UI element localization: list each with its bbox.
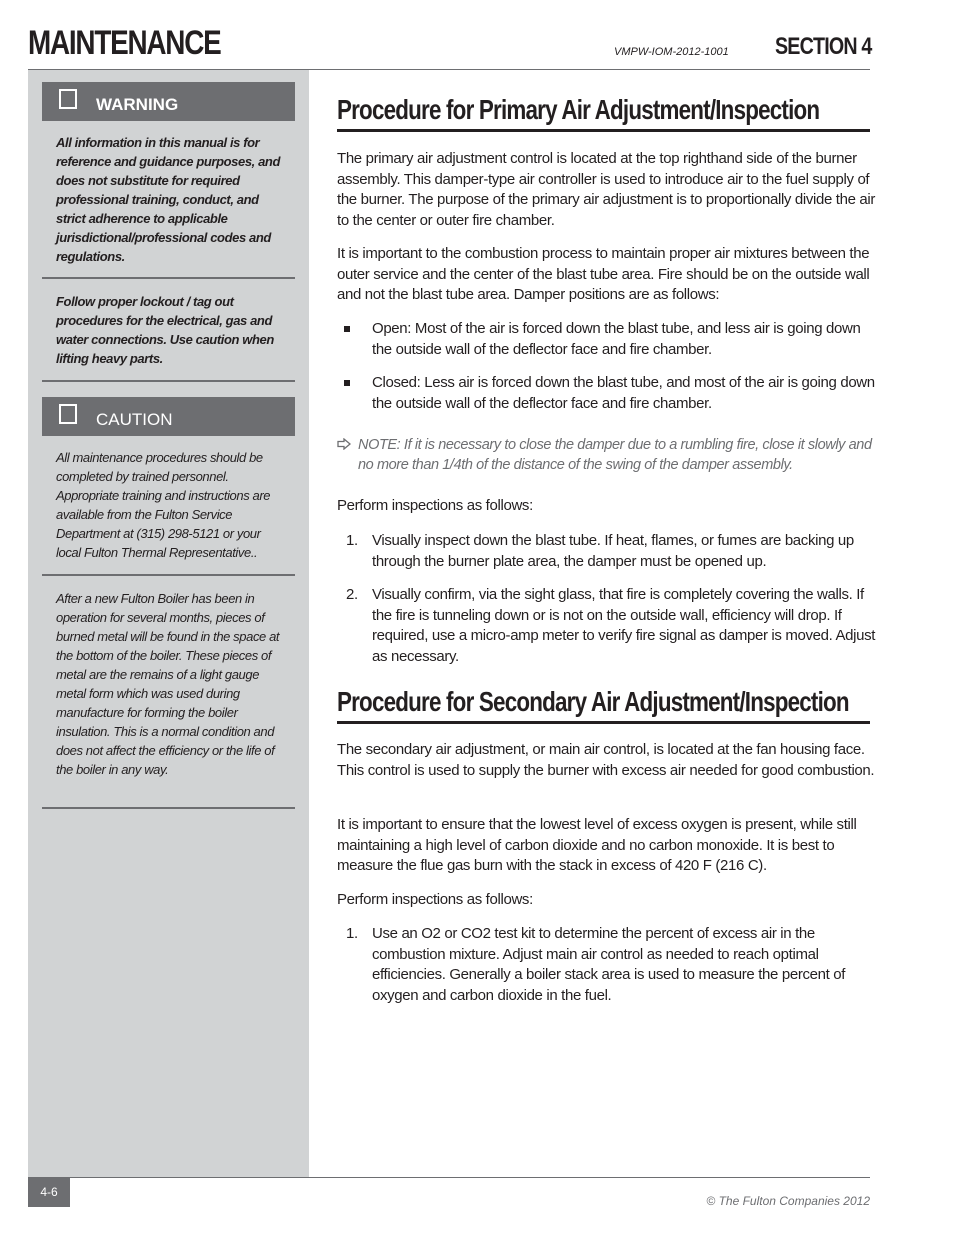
list-item [337,531,877,572]
note-block [337,435,872,475]
sidebar-divider [42,574,295,576]
primary-paragraph-2: It is important to the combustion process to maintain proper air mixtures between the outer service and the center of the blast tube area. Fire should be on the outside wall and not the blast tube area. Damper positions are as follows: [337,245,870,303]
primary-heading: Procedure for Primary Air Adjustment/Inspection [337,94,820,125]
primary-paragraph-1: The primary air adjustment control is located at the top righthand side of the burner assembly. This damper-type air controller is used to introduce air to the fuel supply of the burner. The purpose of the primary air adjustment is to proportionally divide the air to the center or outer fire chamber. [337,150,876,229]
warning-text-lockout: Follow proper lockout / tag out procedures for the electrical, gas and water connections. Use caution when lifting heavy parts. [56,294,274,366]
step-number: 2. [346,586,358,603]
list-item [337,373,877,414]
step-text: Use an O2 or CO2 test kit to determine the percent of excess air in the combustion mixture. Adjust main air control as needed to reach optimal efficiencies. Generally a boiler stack area is used to measure the percent of oxygen and carbon dioxide in the fuel. [372,925,846,1004]
page-title: MAINTENANCE [28,24,221,62]
bullet-text: Open: Most of the air is forced down the blast tube, and less air is going down the outside wall of the deflector face and fire chamber. [372,320,861,358]
perform-label: Perform inspections as follows: [337,891,533,908]
caution-label: CAUTION [96,410,173,429]
warning-text-general: All information in this manual is for reference and guidance purposes, and does not substitute for required professional training, conduct, and strict adherence to applicable jurisdictional/professional codes and regulations. [56,135,280,264]
section-label: SECTION 4 [775,33,872,60]
secondary-heading: Procedure for Secondary Air Adjustment/Inspection [337,686,849,717]
copyright: © The Fulton Companies 2012 [706,1194,870,1208]
checkbox-icon [59,404,77,424]
footer-rule [28,1177,870,1178]
secondary-paragraph-1: The secondary air adjustment, or main air control, is located at the fan housing face. This control is used to supply the burner with excess air needed for good combustion. [337,741,875,779]
sidebar-divider [42,380,295,382]
caution-header [42,397,295,436]
page-number: 4-6 [28,1178,70,1207]
step-text: Visually inspect down the blast tube. If heat, flames, or fumes are backing up through the burner plate area, the damper must be opened up. [372,532,854,570]
warning-header [42,82,295,121]
sidebar-divider [42,807,295,809]
caution-text-personnel: All maintenance procedures should be completed by trained personnel. Appropriate training and instructions are available from the Fulton Service Department at (315) 298-5121 or your local Fulton Thermal Representative.. [56,450,271,560]
heading-rule [337,129,870,132]
note-text: NOTE: If it is necessary to close the damper due to a rumbling fire, close it slowly and no more than 1/4th of the distance of the swing of the damper assembly. [358,437,872,473]
note-arrow-icon [337,438,351,450]
list-item [337,319,877,360]
document-number: VMPW-IOM-2012-1001 [614,46,729,58]
perform-label: Perform inspections as follows: [337,497,533,514]
bullet-icon [344,326,350,332]
heading-rule [337,721,870,724]
bullet-icon [344,380,350,386]
bullet-text: Closed: Less air is forced down the blast tube, and most of the air is going down the outside wall of the deflector face and fire chamber. [372,374,875,412]
list-item [337,585,877,667]
secondary-paragraph-2: It is important to ensure that the lowest level of excess oxygen is present, while still maintaining a high level of carbon dioxide and no carbon monoxide. It is best to measure the flue gas burn with the stack in excess of 420 F (216 C). [337,816,857,874]
warning-label: WARNING [96,95,179,114]
step-number: 1. [346,925,358,942]
sidebar-divider [42,277,295,279]
checkbox-icon [59,89,77,109]
caution-text-burned-metal: After a new Fulton Boiler has been in operation for several months, pieces of burned metal will be found in the space at the bottom of the boiler. These pieces of metal are the remains of a light gauge metal form which was used during manufacture for forming the boiler insulation. This is a normal condition and does not affect the efficiency or the life of the boiler in any way. [56,591,280,777]
list-item [337,924,877,1006]
step-number: 1. [346,532,358,549]
step-text: Visually confirm, via the sight glass, that fire is completely covering the walls. If the fire is tunneling down or is not on the outside wall, efficiency will drop. If required, use a micro-amp meter to verify fire signal as damper is moved. Adjust as necessary. [372,586,876,665]
